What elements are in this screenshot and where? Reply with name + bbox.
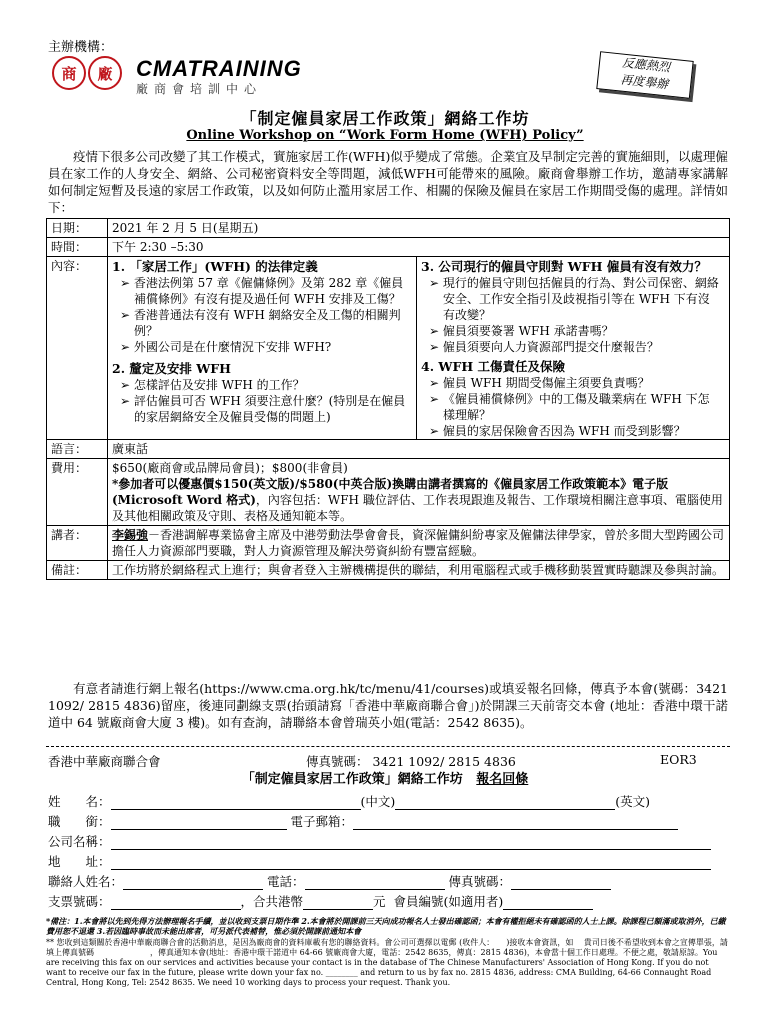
date-label: 日期： — [47, 219, 108, 238]
repeat-badge-line2: 再度舉辦 — [619, 72, 669, 92]
dollar-label: 元 — [373, 894, 386, 909]
email-label: 電子郵箱： — [290, 814, 354, 829]
address-field[interactable] — [111, 856, 711, 870]
name-zh-suffix: (中文) — [360, 794, 396, 809]
fee-row — [47, 459, 730, 526]
list-item: ➢ 僱員須要向人力資源部門提交什麼報告？ — [429, 340, 659, 354]
total-label: ，合共港幣 — [240, 894, 304, 909]
footnote-opt-out: ** 您收到這類關於香港中華廠商聯合會的活動消息，是因為廠商會的資料庫載有您的聯絡資料。會公司可選擇以電郵 (收件人： )接收本會資訊，如 貴司日後不希望收到本會之宣傳單張，請填上傳真號碼 ，傳真通知本會(地址：香港中環干諾道中 64-66 號廠商會大廈，電話：2542 8635，傳真：2815 4836)，本會當十個工作日處理。不便之處，敬請原諒。You are receiving this fax on our services and activities because your contact is in the database of The Chinese Manufacturers' Association of Hong Kong. If you do not want to receive our fax in the future, please write down your fax no. ________ and return to us by fax no. 2815 4836, address: CMA Building, 64-66 Connaught Road Central, Hong Kong, Tel: 2542 8635. We need 10 working days to process your request. Thank you. — [46, 938, 728, 987]
fax-label: 傳真號碼： — [448, 874, 512, 889]
cheque-label: 支票號碼： — [48, 894, 111, 909]
fee-offer — [112, 476, 725, 524]
enrollment-paragraph: 有意者請進行網上報名(https://www.cma.org.hk/tc/menu/41/courses)或填妥報名回條，傳真予本會(號碼：3421 1092/ 2815 4836)留座，後連同劃線支票(抬頭請寫「香港中華廠商聯合會」)於開課三天前寄交本會 (地址：香港中環干諾道中 64 號廠商會大廈 3 樓)。如有查詢，請聯絡本會曾瑞英小姐(電話：2542 8635)。 — [48, 681, 728, 730]
address-row — [48, 852, 711, 870]
list-item: ➢ 現行的僱員守則包括僱員的行為、對公司保密、網絡安全、工作安全指引及歧視指引等在 WFH 下有沒有改變？ — [429, 276, 719, 322]
list-item: ➢ 評估僱員可否 WFH 須要注意什麼？(特別是在僱員的家居網絡安全及僱員受傷的問題上) — [120, 394, 406, 424]
list-item: ➢ 僱員的家居保險會否因為 WFH 而受到影響？ — [429, 424, 686, 438]
form-title — [0, 768, 770, 787]
member-field[interactable] — [503, 896, 593, 910]
list-item: ➢ 僱員須要簽署 WFH 承諾書嗎？ — [429, 324, 614, 338]
cheque-row — [48, 892, 593, 910]
phone-field[interactable] — [305, 876, 445, 890]
list-item: ➢ 香港普通法有沒有 WFH 網絡安全及工傷的相關判例？ — [120, 308, 401, 338]
form-org: 香港中華廠商聯合會 — [48, 754, 161, 769]
content-right-column — [416, 257, 725, 439]
time-value: 下午 2:30 –5:30 — [108, 238, 730, 257]
repeat-badge — [596, 51, 693, 99]
contact-label: 聯絡人姓名： — [48, 874, 124, 889]
list-item: ➢ 外國公司是在什麼情況下安排 WFH? — [120, 340, 332, 354]
company-field[interactable] — [111, 836, 711, 850]
form-title-tail: 報名回條 — [476, 772, 529, 787]
time-row — [47, 238, 730, 257]
list-item: ➢ 《僱員補償條例》中的工傷及職業病在 WFH 下怎樣理解？ — [429, 392, 710, 422]
fee-value: $650(廠商會或品牌局會員)；$800(非會員) — [112, 461, 348, 475]
cheque-field[interactable] — [111, 896, 241, 910]
footnote-remarks: *備注：1.本會將以先到先得方法辦理報名手續，並以收到支票日期作準 2.本會將於開課前三天向成功報名人士發出確認函；本會有權拒絕未有確認函的人士上課。除課程已額滿或取消外，已繳費用恕不退還 3.若因臨時事故而未能出席者，可另派代表補替，惟必須於開課前通知本會 — [46, 916, 726, 936]
phone-label: 電話： — [267, 874, 305, 889]
cut-line — [46, 746, 730, 747]
name-row — [48, 792, 650, 810]
date-value: 2021 年 2 月 5 日(星期五) — [108, 219, 730, 238]
speaker-name: 李錫強 — [112, 528, 149, 542]
cma-logo-emblem — [52, 56, 122, 90]
note-label: 備註： — [47, 561, 108, 580]
contact-row — [48, 872, 611, 890]
logo-subtitle: 廠商會培訓中心 — [136, 82, 263, 96]
logo-wordmark: CMATRAINING — [136, 56, 302, 81]
content-label: 內容： — [47, 257, 108, 440]
content-left-column — [112, 257, 416, 439]
repeat-badge-line1: 反應熱烈 — [621, 55, 671, 75]
language-row — [47, 440, 730, 459]
content-columns — [112, 257, 725, 439]
section-title: 2. 釐定及安排 WFH — [112, 361, 231, 376]
job-title-field[interactable] — [111, 816, 287, 830]
page-title-english: Online Workshop on “Work Form Home (WFH) Policy” — [186, 128, 584, 143]
company-row — [48, 832, 711, 850]
page-title: 「制定僱員家居工作政策」網絡工作坊 — [240, 109, 530, 128]
event-info-table — [46, 218, 730, 580]
language-label: 語言： — [47, 440, 108, 459]
name-en-suffix: (英文) — [615, 794, 651, 809]
content-row — [47, 257, 730, 440]
language-value: 廣東話 — [108, 440, 730, 459]
name-zh-field[interactable] — [111, 796, 361, 810]
form-fax: 傳真號碼： 3421 1092/ 2815 4836 — [306, 754, 516, 769]
form-code: EOR3 — [660, 752, 697, 767]
address-label: 地 址： — [48, 854, 111, 869]
name-en-field[interactable] — [395, 796, 615, 810]
note-value: 工作坊將於網絡程式上進行；與會者登入主辦機構提供的聯結，利用電腦程式或手機移動裝置實時聽課及參與討論。 — [108, 561, 730, 580]
member-label: 會員編號(如適用者) — [393, 894, 504, 909]
section-title: 3. 公司現行的僱員守則對 WFH 僱員有沒有效力？ — [421, 259, 707, 274]
section-title: 4. WFH 工傷責任及保險 — [421, 359, 565, 374]
fee-offer-details: ，內容包括：WFH 職位評估、工作表現跟進及報告、工作環境相關注意事項、電腦使用及其他相關政策及守則、表格及通知範本等。 — [112, 493, 723, 523]
list-item: ➢ 怎樣評估及安排 WFH 的工作？ — [120, 378, 305, 392]
organizer-label: 主辦機構： — [48, 40, 114, 55]
logo-char-2: 廠 — [88, 56, 122, 90]
date-row — [47, 219, 730, 238]
logo-char-1: 商 — [52, 56, 86, 90]
time-label: 時間： — [47, 238, 108, 257]
total-field[interactable] — [303, 896, 373, 910]
speaker-label: 講者： — [47, 526, 108, 561]
fax-field[interactable] — [511, 876, 611, 890]
list-item: ➢ 僱員 WFH 期間受傷僱主須要負責嗎？ — [429, 376, 650, 390]
speaker-description: －香港調解專業協會主席及中港勞動法學會會長，資深僱傭糾紛專家及僱傭法律學家，曾於多間大型跨國公司擔任人力資源部門要職，對人力資源管理及解決勞資糾紛有豐富經驗。 — [112, 528, 725, 558]
intro-paragraph: 疫情下很多公司改變了其工作模式，實施家居工作(WFH)似乎變成了常態。企業宜及早制定完善的實施細則，以處理僱員在家工作的人身安全、網絡、公司秘密資料安全等問題，減低WFH可能帶來的風險。廠商會舉辦工作坊，邀請專家講解如何制定短暫及長遠的家居工作政策，以及如何防止濫用家居工作、相關的保險及僱員在家居工作期間受傷的處理。詳情如下： — [48, 149, 728, 215]
job-label: 職 銜： — [48, 814, 111, 829]
name-label: 姓 名： — [48, 794, 111, 809]
fee-label: 費用： — [47, 459, 108, 526]
job-row — [48, 812, 678, 830]
contact-name-field[interactable] — [123, 876, 263, 890]
company-label: 公司名稱： — [48, 834, 111, 849]
fee-offer-bold: *參加者可以優惠價$150(英文版)/$580(中英合版)換購由講者撰寫的《僱員家居工作政策範本》電子版(Microsoft Word 格式) — [112, 477, 669, 507]
list-item: ➢ 香港法例第 57 章《僱傭條例》及第 282 章《僱員補償條例》有沒有提及過任何 WFH 安排及工傷？ — [120, 276, 404, 306]
speaker-row — [47, 526, 730, 561]
email-field[interactable] — [353, 816, 678, 830]
section-title: 1. 「家居工作」(WFH) 的法律定義 — [112, 259, 318, 274]
note-row — [47, 561, 730, 580]
form-title-main: 「制定僱員家居工作政策」網絡工作坊 — [241, 772, 463, 787]
